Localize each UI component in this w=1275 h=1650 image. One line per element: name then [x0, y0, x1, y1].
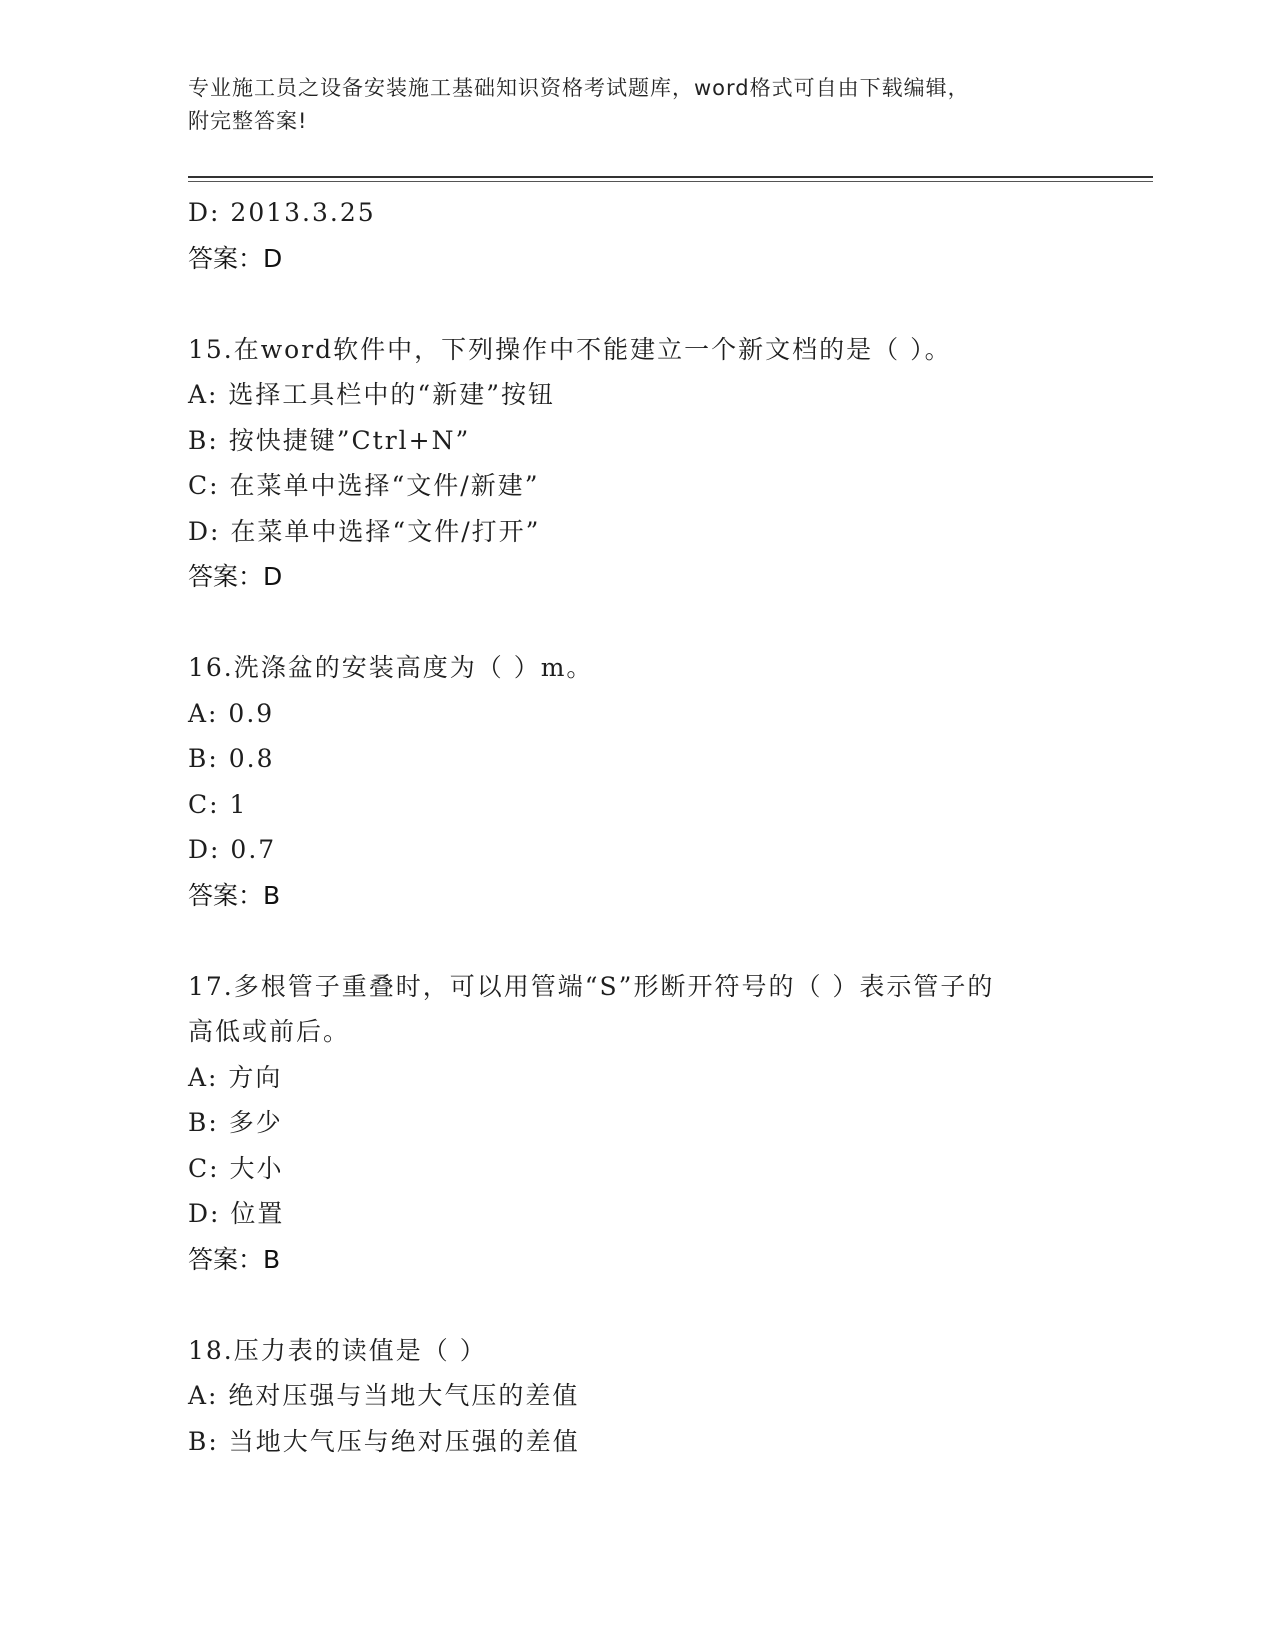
option-b: B: 当地大气压与绝对压强的差值: [188, 1426, 580, 1456]
option-a: A: 方向: [188, 1062, 283, 1092]
question-stem-line-2: 高低或前后。: [188, 1017, 351, 1046]
option-a: A: 选择工具栏中的“新建”按钮: [188, 380, 555, 409]
question-16: [188, 645, 1088, 918]
header-divider-thick: [188, 176, 1153, 178]
header-divider-thin: [188, 181, 1153, 182]
option-d: D: 0.7: [188, 835, 277, 864]
option-c: C: 大小: [188, 1153, 284, 1183]
question-stem: 16.洗涤盆的安装高度为（ ）m。: [188, 653, 594, 682]
question-15: [188, 327, 1088, 600]
answer-line: 答案：D: [188, 562, 283, 591]
question-18: [188, 1328, 1088, 1465]
spacer: [188, 281, 1088, 327]
option-a: A: 0.9: [188, 698, 275, 728]
option-b: B: 0.8: [188, 744, 275, 773]
option-c: C: 在菜单中选择“文件/新建”: [188, 471, 540, 500]
question-stem: 15.在word软件中，下列操作中不能建立一个新文档的是（ ）。: [188, 334, 952, 364]
question-stem-line-1: 17.多根管子重叠时，可以用管端“S”形断开符号的（ ）表示管子的: [188, 971, 995, 1001]
option-c: C: 1: [188, 789, 248, 819]
answer-line: 答案：B: [188, 1244, 281, 1274]
header-line-1: 专业施工员之设备安装施工基础知识资格考试题库，word格式可自由下载编辑，: [188, 76, 970, 100]
question-list: [188, 190, 1088, 1464]
option-d: D: 在菜单中选择“文件/打开”: [188, 516, 541, 546]
spacer: [188, 1282, 1088, 1328]
answer-line: 答案：D: [188, 243, 283, 273]
header-line-2: 附完整答案!: [188, 109, 308, 133]
option-d: D: 位置: [188, 1199, 285, 1228]
spacer: [188, 600, 1088, 646]
option-d: D: 2013.3.25: [188, 198, 376, 227]
document-header: [188, 72, 1088, 138]
spacer: [188, 918, 1088, 964]
question-17: [188, 964, 1088, 1283]
answer-line: 答案：B: [188, 880, 281, 910]
question-stem: 18.压力表的读值是（ ）: [188, 1335, 487, 1365]
option-b: B: 多少: [188, 1108, 283, 1137]
option-b: B: 按快捷键”Ctrl+N”: [188, 425, 471, 455]
option-a: A: 绝对压强与当地大气压的差值: [188, 1381, 580, 1410]
